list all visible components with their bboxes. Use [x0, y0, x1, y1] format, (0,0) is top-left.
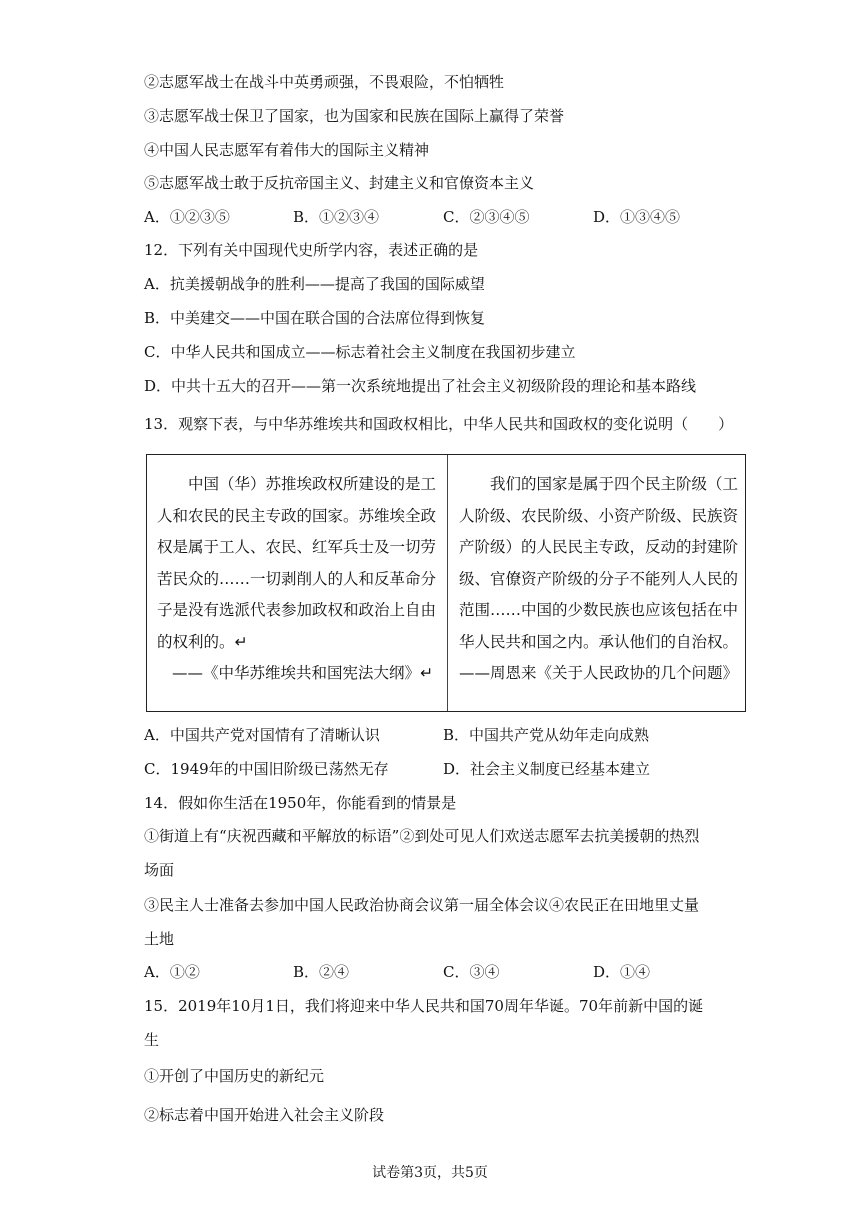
- q14-statement-line-2: ③民主人士准备去参加中国人民政治协商会议第一届全体会议④农民正在田地里丈量: [144, 896, 700, 914]
- q13-comparison-table: [146, 454, 746, 712]
- q12-option-b: B．中美建交——中国在联合国的合法席位得到恢复: [144, 309, 486, 327]
- table-cell-left: [157, 469, 437, 690]
- q14-option-b: B．②④: [293, 963, 350, 981]
- table-right-text: 我们的国家是属于四个民主阶级（工人阶级、农民阶级、小资产阶级、民族资产阶级）的人民民主专政，反动的封建阶级、官僚资产阶级的分子不能列人人民的范围……中国的少数民族也应该包括在中华人民共和国之内。承认他们的自治权。: [459, 475, 739, 651]
- q12-option-c: C．中华人民共和国成立——标志着社会主义制度在我国初步建立: [144, 343, 576, 361]
- q12-option-d: D．中共十五大的召开——第一次系统地提出了社会主义初级阶段的理论和基本路线: [144, 377, 697, 395]
- q11-statement-4: ④中国人民志愿军有着伟大的国际主义精神: [144, 141, 430, 159]
- q13-option-b: B．中国共产党从幼年走向成熟: [443, 726, 650, 744]
- q11-option-c: C．②③④⑤: [443, 208, 530, 226]
- q15-stem-cont: 生: [144, 1031, 160, 1049]
- q15-stem: 15．2019年10月1日，我们将迎来中华人民共和国70周年华诞。70年前新中国的诞: [144, 997, 704, 1015]
- table-cell-right: [459, 469, 739, 690]
- q13-option-d: D．社会主义制度已经基本建立: [443, 760, 651, 778]
- q15-item-1: ①开创了中国历史的新纪元: [144, 1067, 325, 1085]
- q15-item-2: ②标志着中国开始进入社会主义阶段: [144, 1106, 385, 1124]
- q14-option-c: C．③④: [443, 963, 500, 981]
- table-left-source: ——《中华苏维埃共和国宪法大纲》↵: [172, 664, 433, 682]
- table-right-source: ——周恩来《关于人民政协的几个问题》: [459, 664, 739, 682]
- q11-option-a: A．①②③⑤: [144, 208, 230, 226]
- q14-statement-line-2b: 土地: [144, 930, 175, 948]
- q11-statement-3: ③志愿军战士保卫了国家，也为国家和民族在国际上赢得了荣誉: [144, 107, 565, 125]
- q14-option-a: A．①②: [144, 963, 200, 981]
- q14-option-d: D．①④: [593, 963, 651, 981]
- q11-statement-2: ②志愿军战士在战斗中英勇顽强，不畏艰险，不怕牺牲: [144, 73, 505, 91]
- q14-statement-line-1: ①街道上有“庆祝西藏和平解放的标语”②到处可见人们欢送志愿军去抗美援朝的热烈: [144, 827, 700, 845]
- q13-option-a: A．中国共产党对国情有了清晰认识: [144, 726, 380, 744]
- q12-option-a: A．抗美援朝战争的胜利——提高了我国的国际威望: [144, 275, 485, 293]
- page-footer: 试卷第3页，共5页: [372, 1165, 488, 1181]
- table-left-text: 中国（华）苏推埃政权所建设的是工人和农民的民主专政的国家。苏维埃全政权是属于工人、农民、红军兵士及一切劳苦民众的……一切剥削人的人和反革命分子是没有选派代表参加政权和政治上自由的权利的。↵: [157, 475, 437, 651]
- table-divider: [447, 455, 448, 711]
- q14-statement-line-1b: 场面: [144, 861, 175, 879]
- q12-stem: 12．下列有关中国现代史所学内容，表述正确的是: [144, 241, 479, 259]
- q11-option-d: D．①③④⑤: [593, 208, 681, 226]
- q11-option-b: B．①②③④: [293, 208, 380, 226]
- q14-stem: 14．假如你生活在1950年，你能看到的情景是: [144, 794, 457, 812]
- q13-stem: 13．观察下表，与中华苏维埃共和国政权相比，中华人民共和国政权的变化说明（ ）: [144, 415, 734, 433]
- q11-statement-5: ⑤志愿军战士敢于反抗帝国主义、封建主义和官僚资本主义: [144, 174, 535, 192]
- q13-option-c: C．1949年的中国旧阶级已荡然无存: [144, 760, 389, 778]
